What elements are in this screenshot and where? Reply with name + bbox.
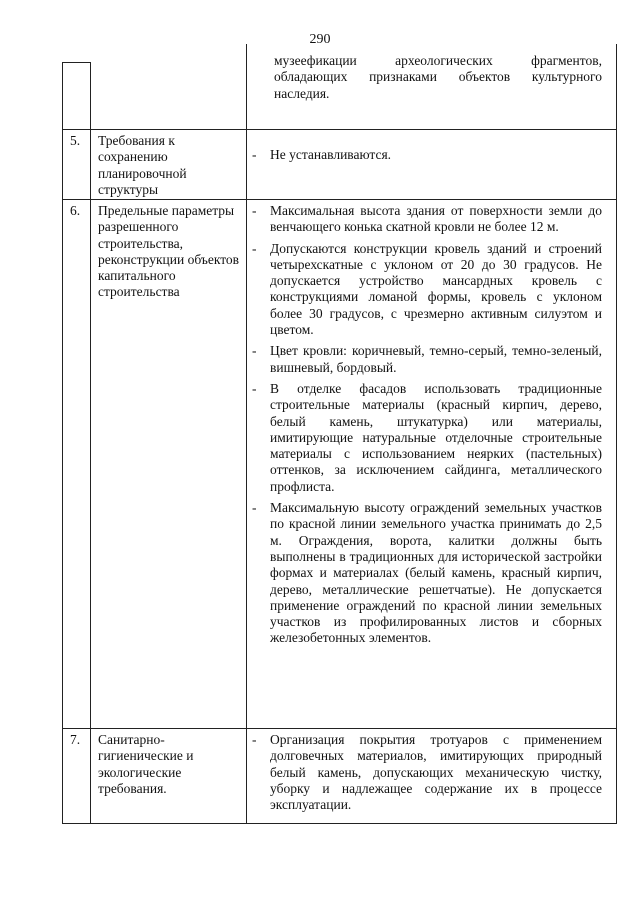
list-item: - Организация покрытия тротуаров с применением долговечных материалов, имитирующих природный белый камень, допускающих механическую чистку, уборку и надлежащее содержание их в процессе эксплуатации. xyxy=(252,732,602,813)
list-item: - В отделке фасадов использовать традиционные строительные материалы (красный кирпич, дерево, белый камень, штукатурка) или материалы, имитирующие натуральные отделочные строительные материалы с использованием неярких (пастельных) оттенков, за исключением сайдинга, металлического профлиста. xyxy=(252,380,602,494)
table-border xyxy=(62,199,617,200)
table-row xyxy=(62,129,616,199)
table-row xyxy=(62,199,616,728)
requirements-list xyxy=(252,732,602,813)
list-item: - Допускаются конструкции кровель зданий и строений четырехскатные с уклоном от 20 до 30 градусов. Не допускается устройство мансардных кровель с конструкциями ломаной формы, кровель с уклоном более 30 градусов, с чрезмерно активным силуэтом и цветом. xyxy=(252,240,602,338)
list-item: - Максимальная высота здания от поверхности земли до венчающего конька скатной кровли не более 12 м. xyxy=(252,203,602,235)
list-item: - Максимальную высоту ограждений земельных участков по красной линии земельного участка принимать до 2,5 м. Ограждения, ворота, калитки должны быть выполнены в традиционных для исторической застройки формах и материалах (белый камень, красный кирпич, дерево, металлические решетчатые). Не допускается применение ограждений по красной линии земельных участков из профилированных листов и сборных железобетонных элементов. xyxy=(252,500,602,646)
table-border xyxy=(62,823,617,824)
table-row xyxy=(62,728,616,823)
list-item: - Не устанавливаются. xyxy=(252,147,392,162)
table-border xyxy=(246,44,247,823)
row-requirements-cell xyxy=(246,44,616,129)
table-border xyxy=(62,728,617,729)
table-border xyxy=(62,62,63,823)
row-number-cell xyxy=(62,44,90,129)
table-border xyxy=(62,62,90,63)
row-number: 5. xyxy=(70,133,81,148)
requirements-list xyxy=(252,147,602,163)
row-name: Предельные параметры разрешенного строительства, реконструкции объектов капитального строительства xyxy=(98,203,240,300)
row-number: 6. xyxy=(70,203,81,218)
table-border xyxy=(616,44,617,823)
continuation-text: музеефикации археологических фрагментов, обладающих признаками объектов культурного наследия. xyxy=(274,53,602,101)
requirements-list xyxy=(252,203,602,647)
row-name-cell xyxy=(90,44,246,129)
row-number: 7. xyxy=(70,732,81,747)
table-row xyxy=(62,44,616,129)
list-item: - Цвет кровли: коричневый, темно-серый, темно-зеленый, вишневый, бордовый. xyxy=(252,343,602,375)
table-border xyxy=(62,129,617,130)
table-border xyxy=(90,62,91,823)
row-name: Санитарно-гигиенические и экологические требования. xyxy=(98,732,194,796)
row-name: Требования к сохранению планировочной структуры xyxy=(98,133,187,197)
page-number: 290 xyxy=(309,32,331,47)
